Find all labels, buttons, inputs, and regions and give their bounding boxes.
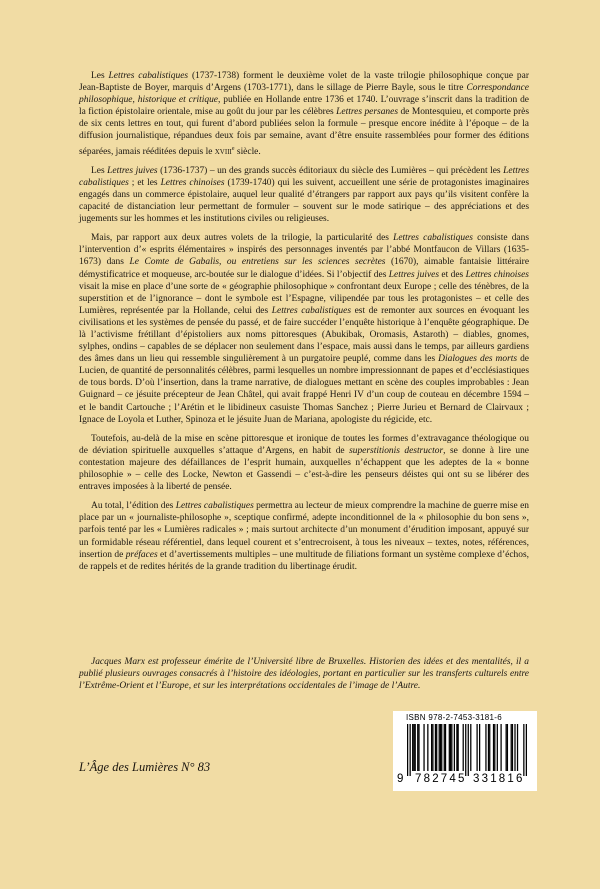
barcode-bars bbox=[407, 724, 527, 776]
barcode-bar bbox=[506, 724, 507, 771]
barcode-bar bbox=[451, 724, 452, 771]
barcode-bar bbox=[458, 724, 459, 771]
paragraph-3: Mais, par rapport aux deux autres volets de la trilogie, la particularité des Lettres cabalistiques consiste dans l’intervention d’« esprits élémentaires » inspirés des personnages inventés par l’abbé Montfaucon de Villars (1635-1673) dans Le Comte de Gabalis, ou entretiens sur les sciences secrètes (1670), aimable fantaisie littéraire démystificatrice et moqueuse, arc-boutée sur le dialogue d’idées. Si l’objectif des Lettres juives et des Lettres chinoises visait la mise en place d’une sorte de « géographie philosophique » confrontant deux Europe ; celle des ténèbres, de la superstition et de l’ignorance – dont le symbole est l’Espagne, vilipendée par tous les protagonistes – et celle des Lumières, représentée par la Hollande, celui des Lettres cabalistiques est de remonter aux sources en évoquant les civilisations et les systèmes de pensée du passé, et de faire succéder l’enquête historique à l’enquête géographique. De là l’activisme frétillant d’épistoliers aux noms pittoresques (Abukibak, Oromasis, Astaroth) – diables, gnomes, sylphes, ondins – capables de se déplacer non seulement dans l’espace, mais aussi dans le temps, par ailleurs gardiens des âmes dans un lieu qui ressemble singulièrement à un purgatoire peuplé, comme dans les Dialogues des morts de Lucien, de quantité de personnalités célèbres, parmi lesquelles un nombre impressionnant de papes et d’ecclésiastiques de tous bords. D’où l’insertion, dans la trame narrative, de dialogues mettant en scène des couples improbables : Jean Guignard – ce jésuite précepteur de Jean Châtel, qui avait frappé Henri IV d’un coup de couteau en décembre 1594 – et le bandit Cartouche ; l’Arétin et le libidineux casuiste Thomas Sanchez ; Pierre Jurieu et Bernard de Clairvaux ; Ignace de Loyola et Luther, Spinoza et le jésuite Juan de Mariana, apologiste du régicide, etc. bbox=[79, 233, 530, 425]
barcode-digit-lead: 9 bbox=[397, 773, 404, 785]
barcode-digits-right: 331816 bbox=[473, 773, 525, 785]
description-text bbox=[79, 70, 529, 573]
barcode-bar bbox=[470, 724, 471, 771]
barcode-bar bbox=[412, 724, 413, 771]
barcode-bar bbox=[514, 724, 515, 771]
isbn-label: ISBN 978-2-7453-3181-6 bbox=[406, 713, 502, 722]
barcode-bar bbox=[479, 724, 480, 771]
barcode-bar bbox=[444, 724, 445, 771]
barcode-bar bbox=[407, 724, 408, 776]
barcode-bar bbox=[488, 724, 489, 771]
barcode-bar bbox=[423, 724, 424, 771]
paragraph-4: Toutefois, au-delà de la mise en scène pittoresque et ironique de toutes les formes d’extravagance théologique ou de déviation spirituelle auxquelles s’attaque d’Argens, en habit de superstitionis destructor, se donne à lire une contestation majeure des défaillances de l’esprit humain, auxquelles n’échappent que les adeptes de la « bonne philosophie » – celle des Locke, Newton et Gassendi – c’est-à-dire les penseurs déistes qui ont su se libérer des entraves imposées à la liberté de pensée. bbox=[79, 433, 529, 493]
barcode-digits-left: 782745 bbox=[415, 773, 467, 785]
barcode-digits bbox=[393, 773, 537, 789]
barcode-bar bbox=[485, 724, 486, 771]
paragraph-1: Les Lettres cabalistiques (1737-1738) forment le deuxième volet de la vaste trilogie philosophique conçue par Jean-Baptiste de Boyer, marquis d’Argens (1703-1771), dans le sillage de Pierre Bayle, sous le titre Correspondance philosophique, historique et critique, publiée en Hollande entre 1736 et 1740. L’ouvrage s’inscrit dans la tradition de la fiction épistolaire orientale, mise au goût du jour par les célèbres Lettres persanes de Montesquieu, et comporte près de six cents lettres en tout, qui furent d’abord publiées selon la formule – presque encore inédite à l’époque – de la diffusion journalistique, répandues deux fois par semaine, avant d’être ensuite rassemblées pour former des éditions séparées, jamais rééditées depuis le xviii$^e$ siècle. bbox=[79, 71, 529, 157]
barcode-bar bbox=[507, 724, 508, 771]
barcode-bar bbox=[418, 724, 419, 771]
barcode-bar bbox=[417, 724, 418, 771]
barcode-bar bbox=[494, 724, 495, 771]
barcode-bar bbox=[441, 724, 442, 771]
barcode-bar bbox=[454, 724, 455, 771]
barcode-bar bbox=[439, 724, 440, 771]
barcode-bar bbox=[445, 724, 446, 771]
isbn-barcode bbox=[393, 711, 537, 791]
barcode-bar bbox=[415, 724, 416, 771]
barcode-bar bbox=[427, 724, 428, 771]
barcode-bar bbox=[476, 724, 477, 771]
barcode-bar bbox=[413, 724, 414, 771]
barcode-bar bbox=[450, 724, 451, 771]
barcode-bar bbox=[511, 724, 512, 771]
barcode-bar bbox=[489, 724, 490, 771]
barcode-bar bbox=[410, 724, 411, 776]
barcode-bar bbox=[526, 724, 527, 776]
barcode-bar bbox=[456, 724, 457, 771]
barcode-bar bbox=[517, 724, 518, 771]
author-bio bbox=[79, 656, 529, 692]
author-bio-text: Jacques Marx est professeur émérite de l’Université libre de Bruxelles. Historien des idées et des mentalités, il a publié plusieurs ouvrages consacrés à l’histoire des idéologies, portant en particulier sur les transferts culturels entre l’Extrême-Orient et l’Europe, et sur les interprétations occidentales de l’image de l’Autre. bbox=[79, 657, 529, 692]
barcode-bar bbox=[431, 724, 432, 771]
barcode-bar bbox=[493, 724, 494, 771]
barcode-bar bbox=[468, 724, 469, 776]
barcode-bar bbox=[523, 724, 524, 776]
barcode-bar bbox=[435, 724, 436, 771]
barcode-bar bbox=[449, 724, 450, 771]
barcode-bar bbox=[463, 724, 464, 771]
paragraph-5: Au total, l’édition des Lettres cabalistiques permettra au lecteur de mieux comprendre la machine de guerre mise en place par un « journaliste-philosophe », sceptique confirmé, adepte inconditionnel de la « philosophie du bon sens », parfois tenté par les « Lumières radicales » ; mais surtout architecte d’un monument d’érudition imposant, appuyé sur un formidable réseau référentiel, dans lequel courent et s’entrecroisent, à tous les niveaux – textes, notes, références, insertion de préfaces et d’avertissements multiples – une multitude de filiations formant un système complexe d’échos, de rappels et de redites hérités de la grande tradition du libertinage érudit. bbox=[79, 501, 529, 572]
barcode-bar bbox=[500, 724, 501, 771]
series-title: L’Âge des Lumières N° 83 bbox=[79, 760, 211, 774]
barcode-bar bbox=[512, 724, 513, 771]
barcode-bar bbox=[432, 724, 433, 771]
paragraph-2: Les Lettres juives (1736-1737) – un des grands succès éditoriaux du siècle des Lumières – qui précèdent les Lettres cabalistiques ; et les Lettres chinoises (1739-1740) qui les suivent, accueillent une série de protagonistes imaginaires engagés dans un commerce épistolaire, auquel leur qualité d’étrangers par rapport aux pays qu’ils visitent confère la capacité de distanciation leur permettant de formuler – souvent sur le mode satirique – des appréciations et des jugements sur les hommes et les institutions civiles ou religieuses. bbox=[79, 165, 530, 225]
barcode-bar bbox=[465, 724, 466, 776]
barcode-bar bbox=[497, 724, 498, 771]
barcode-bar bbox=[440, 724, 441, 771]
barcode-bar bbox=[436, 724, 437, 771]
